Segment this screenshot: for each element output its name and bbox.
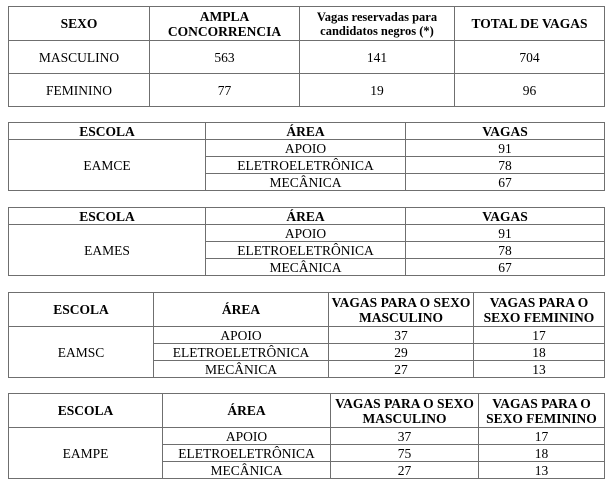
cell-feminino: 13	[479, 462, 605, 479]
header-area: ÁREA	[163, 394, 331, 428]
eames-table	[8, 207, 605, 276]
cell-area: APOIO	[206, 140, 406, 157]
header-area: ÁREA	[154, 293, 329, 327]
table-row	[9, 225, 605, 242]
cell-masculino: 27	[331, 462, 479, 479]
header-vagas-masculino: VAGAS PARA O SEXO MASCULINO	[331, 394, 479, 428]
cell-total: 96	[455, 74, 605, 107]
cell-area: MECÂNICA	[163, 462, 331, 479]
cell-masculino: 29	[329, 344, 474, 361]
cell-total: 704	[455, 41, 605, 74]
cell-feminino: 18	[474, 344, 605, 361]
cell-area: ELETROELETRÔNICA	[206, 242, 406, 259]
cell-escola: EAMES	[9, 225, 206, 276]
cell-area: APOIO	[163, 428, 331, 445]
header-vagas-feminino: VAGAS PARA O SEXO FEMININO	[474, 293, 605, 327]
header-vagas-reservadas: Vagas reservadas para candidatos negros (*)	[300, 7, 455, 41]
cell-feminino: 17	[479, 428, 605, 445]
cell-sexo: FEMININO	[9, 74, 150, 107]
cell-ampla: 77	[150, 74, 300, 107]
header-total-vagas: TOTAL DE VAGAS	[455, 7, 605, 41]
cell-area: MECÂNICA	[206, 259, 406, 276]
eamce-table	[8, 122, 605, 191]
header-escola: ESCOLA	[9, 293, 154, 327]
header-ampla-concorrencia: AMPLA CONCORRENCIA	[150, 7, 300, 41]
totals-table	[8, 6, 605, 107]
cell-feminino: 17	[474, 327, 605, 344]
cell-escola: EAMSC	[9, 327, 154, 378]
cell-vagas: 91	[406, 140, 605, 157]
cell-masculino: 27	[329, 361, 474, 378]
header-area: ÁREA	[206, 208, 406, 225]
cell-area: APOIO	[154, 327, 329, 344]
header-vagas-feminino: VAGAS PARA O SEXO FEMININO	[479, 394, 605, 428]
cell-ampla: 563	[150, 41, 300, 74]
cell-escola: EAMPE	[9, 428, 163, 479]
cell-area: MECÂNICA	[206, 174, 406, 191]
cell-vagas: 78	[406, 242, 605, 259]
table-row	[9, 74, 605, 107]
header-sexo: SEXO	[9, 7, 150, 41]
eampe-table	[8, 393, 605, 479]
header-escola: ESCOLA	[9, 394, 163, 428]
cell-area: ELETROELETRÔNICA	[163, 445, 331, 462]
table-row	[9, 327, 605, 344]
table-row	[9, 428, 605, 445]
cell-masculino: 37	[331, 428, 479, 445]
cell-feminino: 13	[474, 361, 605, 378]
cell-feminino: 18	[479, 445, 605, 462]
header-vagas-masculino: VAGAS PARA O SEXO MASCULINO	[329, 293, 474, 327]
cell-reservadas: 141	[300, 41, 455, 74]
cell-masculino: 37	[329, 327, 474, 344]
cell-escola: EAMCE	[9, 140, 206, 191]
cell-vagas: 91	[406, 225, 605, 242]
cell-vagas: 78	[406, 157, 605, 174]
header-area: ÁREA	[206, 123, 406, 140]
cell-area: ELETROELETRÔNICA	[206, 157, 406, 174]
header-vagas: VAGAS	[406, 123, 605, 140]
cell-masculino: 75	[331, 445, 479, 462]
cell-sexo: MASCULINO	[9, 41, 150, 74]
cell-reservadas: 19	[300, 74, 455, 107]
header-escola: ESCOLA	[9, 208, 206, 225]
cell-area: ELETROELETRÔNICA	[154, 344, 329, 361]
cell-vagas: 67	[406, 174, 605, 191]
cell-area: MECÂNICA	[154, 361, 329, 378]
cell-area: APOIO	[206, 225, 406, 242]
header-vagas: VAGAS	[406, 208, 605, 225]
table-row	[9, 41, 605, 74]
cell-vagas: 67	[406, 259, 605, 276]
header-escola: ESCOLA	[9, 123, 206, 140]
eamsc-table	[8, 292, 605, 378]
table-row	[9, 140, 605, 157]
